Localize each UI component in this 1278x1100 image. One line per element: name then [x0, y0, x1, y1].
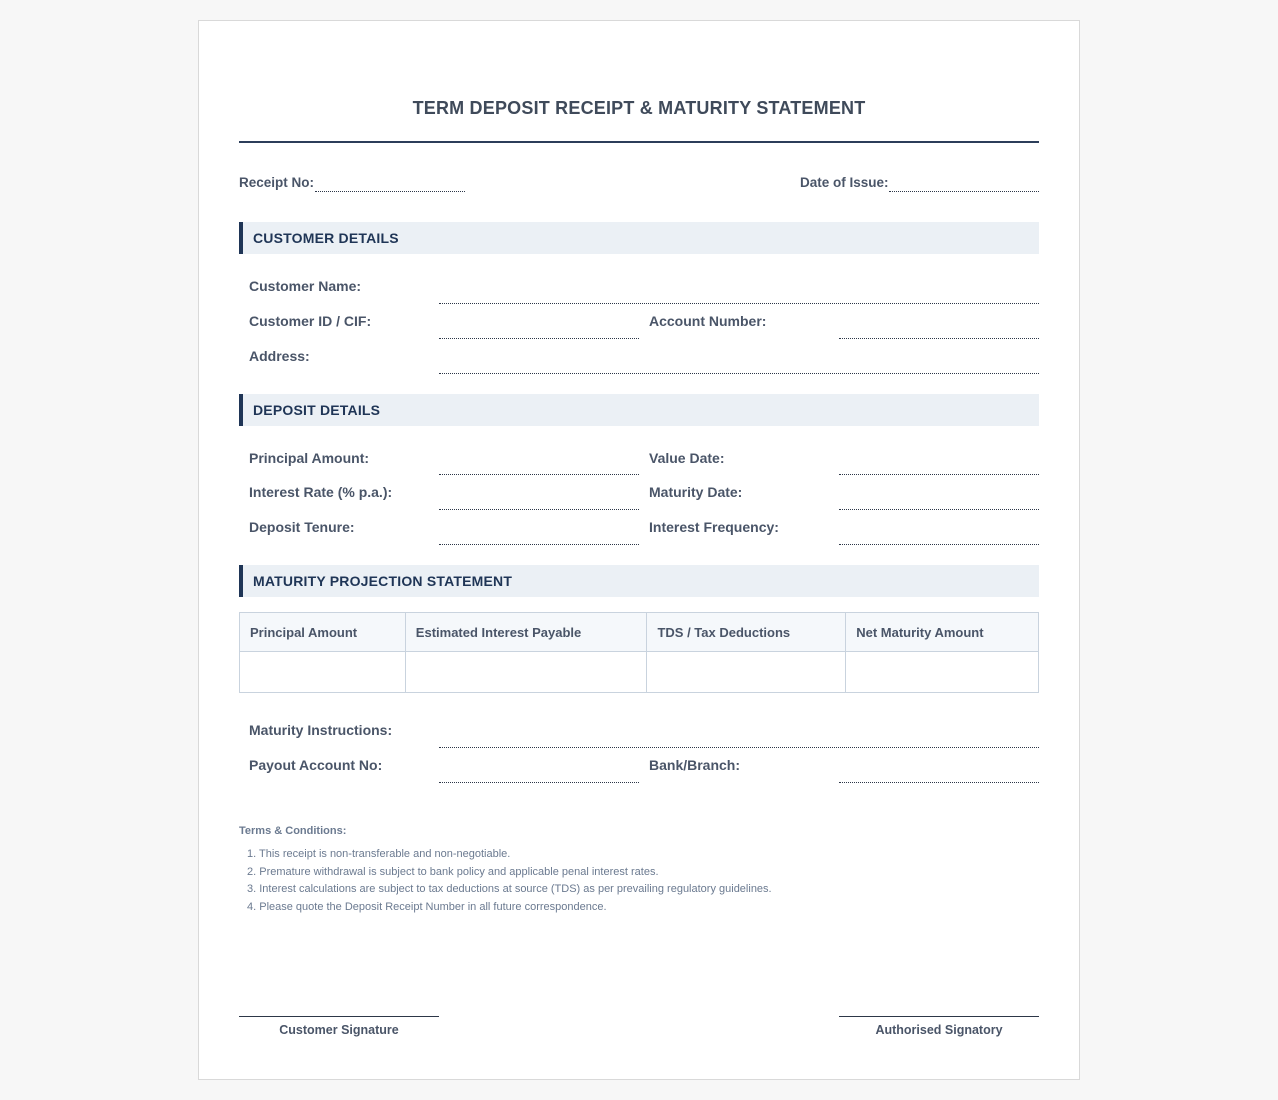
principal-amount-label: Principal Amount:: [249, 450, 370, 466]
bank-branch-field[interactable]: [839, 782, 1039, 783]
deposit-tenure-label: Deposit Tenure:: [249, 519, 355, 535]
customer-name-label: Customer Name:: [249, 278, 362, 294]
projection-table: [239, 612, 1039, 693]
terms-list: [247, 846, 772, 917]
address-label: Address:: [249, 348, 310, 364]
column-header: TDS / Tax Deductions: [647, 613, 846, 652]
column-header: Estimated Interest Payable: [405, 613, 647, 652]
column-header: Net Maturity Amount: [846, 613, 1039, 652]
authorised-signature-line[interactable]: [839, 1016, 1039, 1017]
section-heading: MATURITY PROJECTION STATEMENT: [253, 573, 513, 589]
interest-rate-label: Interest Rate (% p.a.):: [249, 484, 393, 500]
title-divider: [239, 141, 1039, 143]
tds-cell[interactable]: [647, 652, 846, 693]
estimated-interest-cell[interactable]: [405, 652, 647, 693]
principal-amount-field[interactable]: [439, 474, 639, 475]
section-customer-details: [239, 222, 1039, 254]
maturity-instructions-label: Maturity Instructions:: [249, 722, 393, 738]
table-row: [240, 652, 1039, 693]
customer-id-label: Customer ID / CIF:: [249, 313, 372, 329]
customer-signature-line[interactable]: [239, 1016, 439, 1017]
receipt-no-label: Receipt No:: [239, 175, 315, 190]
list-item: 4. Please quote the Deposit Receipt Number in all future correspondence.: [247, 901, 607, 914]
net-maturity-cell[interactable]: [846, 652, 1039, 693]
interest-frequency-field[interactable]: [839, 544, 1039, 545]
interest-frequency-label: Interest Frequency:: [649, 519, 779, 535]
document-title: TERM DEPOSIT RECEIPT & MATURITY STATEMENT: [412, 98, 866, 118]
receipt-no-field[interactable]: [315, 191, 465, 192]
address-field[interactable]: [439, 373, 1039, 374]
customer-name-field[interactable]: [439, 303, 1039, 304]
document-page: [198, 20, 1080, 1080]
list-item: 1. This receipt is non-transferable and non-negotiable.: [247, 848, 511, 860]
maturity-date-field[interactable]: [839, 509, 1039, 510]
date-of-issue-label: Date of Issue:: [800, 175, 889, 190]
section-heading: DEPOSIT DETAILS: [253, 402, 381, 418]
date-of-issue-field[interactable]: [889, 191, 1039, 192]
section-heading: CUSTOMER DETAILS: [253, 230, 399, 246]
account-number-field[interactable]: [839, 338, 1039, 339]
value-date-field[interactable]: [839, 474, 1039, 475]
terms-title: Terms & Conditions:: [239, 825, 347, 837]
list-item: 3. Interest calculations are subject to tax deductions at source (TDS) as per prevailing regulatory guidelines.: [247, 883, 772, 896]
maturity-date-label: Maturity Date:: [649, 484, 743, 500]
bank-branch-label: Bank/Branch:: [649, 757, 741, 773]
value-date-label: Value Date:: [649, 450, 725, 466]
customer-id-field[interactable]: [439, 338, 639, 339]
table-header-row: [240, 613, 1039, 652]
customer-signature-label: Customer Signature: [279, 1023, 399, 1037]
authorised-signatory-label: Authorised Signatory: [875, 1023, 1003, 1037]
list-item: 2. Premature withdrawal is subject to bank policy and applicable penal interest rates.: [247, 865, 659, 878]
section-deposit-details: [239, 394, 1039, 426]
column-header: Principal Amount: [240, 613, 406, 652]
payout-account-label: Payout Account No:: [249, 757, 383, 773]
payout-account-field[interactable]: [439, 782, 639, 783]
account-number-label: Account Number:: [649, 313, 767, 329]
interest-rate-field[interactable]: [439, 509, 639, 510]
section-maturity-projection: [239, 565, 1039, 597]
principal-amount-cell[interactable]: [240, 652, 406, 693]
maturity-instructions-field[interactable]: [439, 747, 1039, 748]
deposit-tenure-field[interactable]: [439, 544, 639, 545]
